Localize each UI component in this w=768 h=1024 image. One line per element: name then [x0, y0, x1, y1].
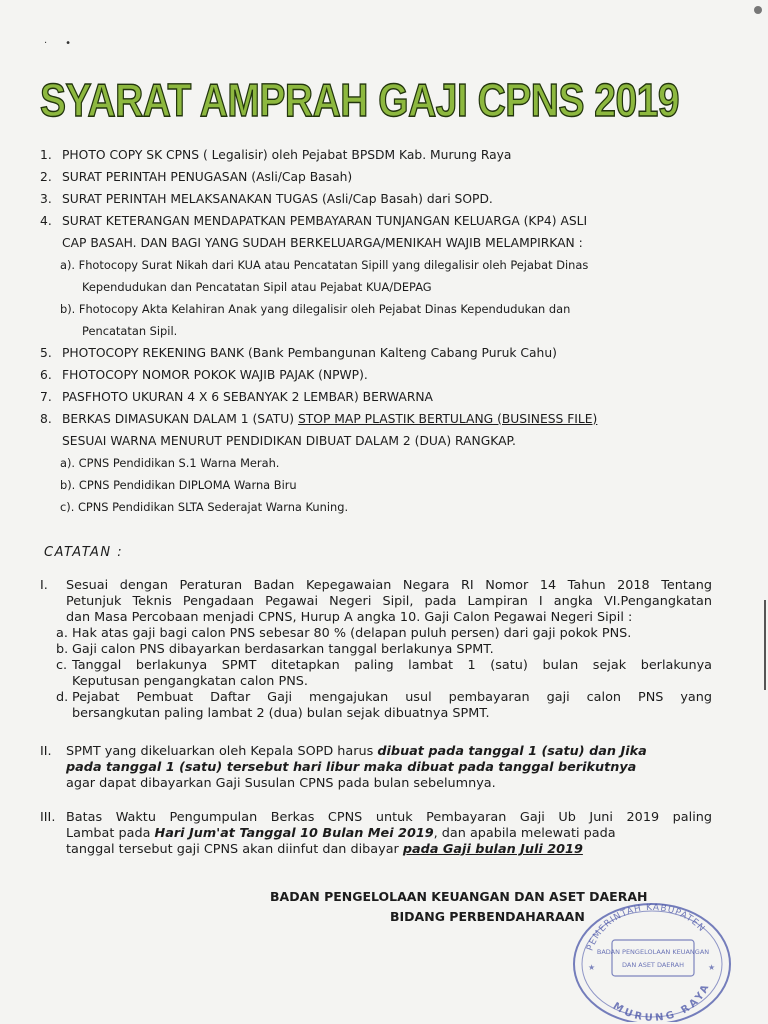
note-text: , dan apabila melewati pada: [433, 826, 616, 841]
note-sub-item: [56, 658, 712, 690]
stamp-top-text: PEMERINTAH KABUPATEN: [585, 902, 707, 953]
note-item: [40, 744, 712, 792]
underlined-text: STOP MAP PLASTIK BERTULANG (BUSINESS FILE): [297, 412, 598, 426]
item-number: 8.: [40, 412, 52, 426]
item-text: FHOTOCOPY NOMOR POKOK WAJIB PAJAK (NPWP).: [62, 368, 368, 382]
note-line: Petunjuk Teknis Pengadaan Pegawai Negeri Sipil, pada Lampiran I angka VI.Pengangkatan: [66, 594, 712, 609]
emphasis-text: pada tanggal 1 (satu) tersebut hari libur maka dibuat pada tanggal berikutnya: [66, 760, 637, 775]
sub-letter: d.: [56, 690, 69, 705]
scan-edge-mark: [754, 6, 762, 14]
item-number: 6.: [40, 368, 52, 382]
note-line: [66, 842, 712, 858]
sub-text-line: Tanggal berlakunya SPMT ditetapkan paling lambat 1 (satu) bulan sejak berlakunya: [72, 658, 712, 673]
item-text: SURAT PERINTAH MELAKSANAKAN TUGAS (Asli/Cap Basah) dari SOPD.: [62, 192, 493, 206]
item-text: PHOTOCOPY REKENING BANK (Bank Pembangunan Kalteng Cabang Puruk Cahu): [62, 346, 557, 360]
sub-text: [72, 658, 712, 690]
item-text: PASFHOTO UKURAN 4 X 6 SEBANYAK 2 LEMBAR) BERWARNA: [62, 390, 433, 404]
note-sub-item: [56, 690, 712, 722]
item-text-part: BERKAS DIMASUKAN DALAM 1 (SATU): [62, 412, 298, 426]
sub-text: [72, 690, 712, 722]
sub-text: Hak atas gaji bagi calon PNS sebesar 80 % (delapan puluh persen) dari gaji pokok PNS.: [72, 626, 632, 641]
sub-item: b). CPNS Pendidikan DIPLOMA Warna Biru: [60, 478, 297, 492]
requirement-item: [40, 386, 715, 408]
page-title: SYARAT AMPRAH GAJI CPNS 2019: [40, 76, 680, 127]
item-number: 2.: [40, 170, 52, 184]
note-body: [56, 578, 712, 722]
item-text-continued: CAP BASAH. DAN BAGI YANG SUDAH BERKELUARGA/MENIKAH WAJIB MELAMPIRKAN :: [62, 236, 583, 250]
scan-specks: ·•: [44, 38, 90, 49]
item-text: PHOTO COPY SK CPNS ( Legalisir) oleh Pejabat BPSDM Kab. Murung Raya: [62, 148, 512, 162]
sub-item-continued: Kependudukan dan Pencatatan Sipil atau Pejabat KUA/DEPAG: [82, 280, 432, 294]
sub-text: Gaji calon PNS dibayarkan berdasarkan tanggal berlakunya SPMT.: [72, 642, 494, 657]
note-text: Lambat pada: [66, 826, 155, 841]
official-stamp: [568, 896, 734, 1022]
note-line: Sesuai dengan Peraturan Badan Kepegawaian Negara RI Nomor 14 Tahun 2018 Tentang: [66, 578, 712, 593]
item-text: [62, 408, 715, 430]
stamp-inner-text: BADAN PENGELOLAAN KEUANGAN: [596, 948, 710, 956]
sub-letter: a.: [56, 626, 68, 641]
note-line: agar dapat dibayarkan Gaji Susulan CPNS pada bulan sebelumnya.: [66, 776, 496, 791]
sub-item: a). CPNS Pendidikan S.1 Warna Merah.: [60, 456, 280, 470]
sub-item: c). CPNS Pendidikan SLTA Sederajat Warna Kuning.: [60, 500, 349, 514]
item-number: 1.: [40, 148, 52, 162]
sub-item: a). Fhotocopy Surat Nikah dari KUA atau Pencatatan Sipill yang dilegalisir oleh Pejabat Dinas: [60, 258, 589, 272]
requirement-item: [40, 342, 715, 364]
division-name: BIDANG PERBENDAHARAAN: [390, 909, 585, 924]
requirements-list: [40, 144, 715, 518]
note-item: [40, 810, 712, 858]
notes-heading: CATATAN :: [44, 545, 124, 560]
emphasis-text: Hari Jum'at Tanggal 10 Bulan Mei 2019: [154, 826, 434, 841]
item-number: 7.: [40, 390, 52, 404]
requirement-item: [40, 166, 715, 188]
note-line: [66, 826, 712, 842]
stamp-star-icon: ★: [588, 963, 596, 972]
item-number: 4.: [40, 214, 52, 228]
note-item: [40, 578, 712, 722]
note-body: [66, 744, 712, 792]
stamp-bottom-text: MURUNG RAYA: [610, 980, 713, 1022]
note-line: [66, 744, 712, 760]
requirement-item: [40, 364, 715, 386]
sub-item-continued: Pencatatan Sipil.: [82, 324, 178, 338]
emphasis-text: pada Gaji bulan Juli 2019: [402, 842, 583, 857]
note-number: I.: [40, 578, 48, 593]
note-number: II.: [40, 744, 52, 759]
stamp-inner-text: DAN ASET DAERAH: [621, 961, 685, 969]
note-line: Batas Waktu Pengumpulan Berkas CPNS untuk Pembayaran Gaji Ub Juni 2019 paling: [66, 810, 712, 825]
sub-text-line: Pejabat Pembuat Daftar Gaji mengajukan usul pembayaran gaji calon PNS yang: [72, 690, 712, 705]
agency-name: BADAN PENGELOLAAN KEUANGAN DAN ASET DAERAH: [270, 889, 648, 904]
note-number: III.: [40, 810, 56, 825]
note-text: tanggal tersebut gaji CPNS akan diinfut dan dibayar: [66, 842, 403, 857]
emphasis-text: dibuat pada tanggal 1 (satu) dan Jika: [377, 744, 647, 759]
notes-list: [40, 578, 712, 858]
item-text-continued: SESUAI WARNA MENURUT PENDIDIKAN DIBUAT DALAM 2 (DUA) RANGKAP.: [62, 434, 516, 448]
note-sub-item: [56, 626, 712, 642]
sub-letter: b.: [56, 642, 69, 657]
note-text: SPMT yang dikeluarkan oleh Kepala SOPD harus: [66, 744, 378, 759]
sub-text-line: Keputusan pengangkatan calon PNS.: [72, 674, 308, 689]
note-line: [66, 760, 712, 776]
item-text: SURAT PERINTAH PENUGASAN (Asli/Cap Basah): [62, 170, 353, 184]
scan-edge-line: [764, 600, 766, 690]
requirement-item: [40, 144, 715, 166]
sub-item: b). Fhotocopy Akta Kelahiran Anak yang dilegalisir oleh Pejabat Dinas Kependudukan dan: [60, 302, 571, 316]
svg-text:MURUNG RAYA: [611, 981, 713, 1022]
requirement-item: [40, 408, 715, 430]
sub-letter: c.: [56, 658, 68, 673]
item-number: 5.: [40, 346, 52, 360]
sub-text-line: bersangkutan paling lambat 2 (dua) bulan sejak dibuatnya SPMT.: [72, 706, 490, 721]
requirement-item: [40, 188, 715, 210]
item-number: 3.: [40, 192, 52, 206]
note-sub-item: [56, 642, 712, 658]
note-line: dan Masa Percobaan menjadi CPNS, Hurup A angka 10. Gaji Calon Pegawai Negeri Sipil :: [66, 610, 633, 625]
stamp-star-icon: ★: [708, 963, 716, 972]
item-text: SURAT KETERANGAN MENDAPATKAN PEMBAYARAN TUNJANGAN KELUARGA (KP4) ASLI: [62, 214, 588, 228]
note-body: [66, 810, 712, 858]
requirement-item: [40, 210, 715, 232]
